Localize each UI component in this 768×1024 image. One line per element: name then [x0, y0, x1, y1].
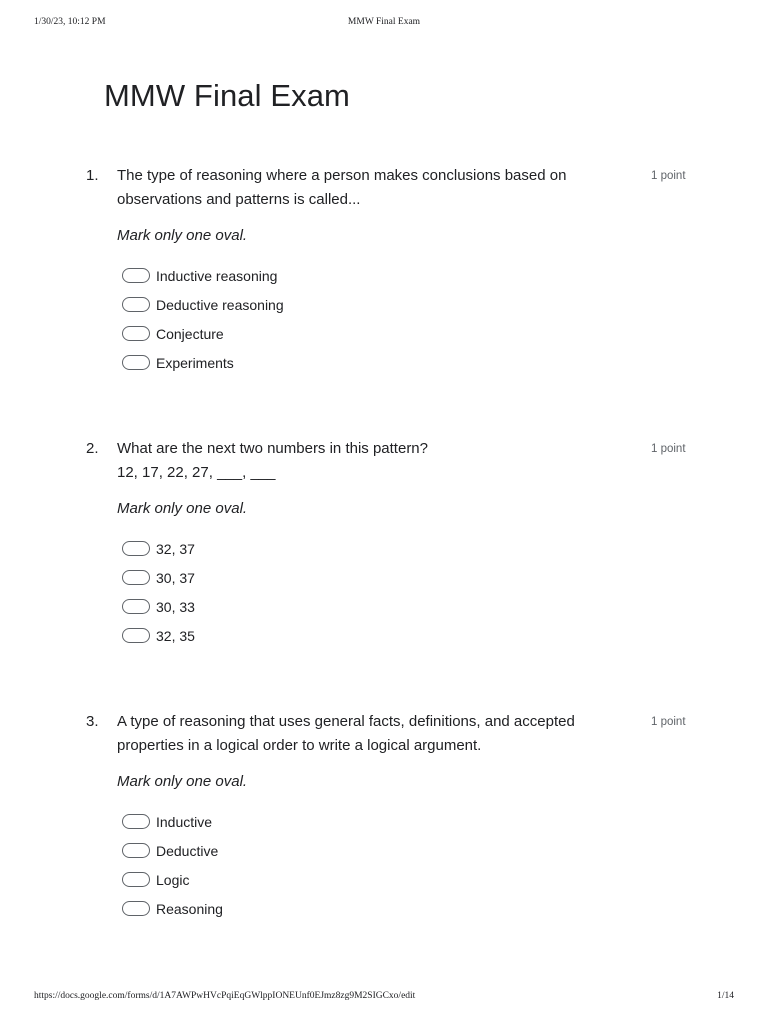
option-experiments[interactable] — [122, 348, 284, 377]
radio-oval-icon[interactable] — [122, 570, 150, 585]
question-instruction: Mark only one oval. — [117, 773, 248, 790]
print-datetime: 1/30/23, 10:12 PM — [34, 17, 106, 27]
option-label: Logic — [156, 871, 190, 888]
question-instruction: Mark only one oval. — [117, 500, 248, 517]
option-reasoning[interactable] — [122, 894, 223, 923]
print-page-number: 1/14 — [717, 991, 734, 1001]
print-doc-title: MMW Final Exam — [347, 17, 421, 27]
question-number: 2. — [86, 440, 99, 457]
option-label: Deductive — [156, 842, 219, 859]
option-30-37[interactable] — [122, 563, 195, 592]
question-number: 1. — [86, 167, 99, 184]
question-points: 1 point — [651, 170, 686, 182]
question-number: 3. — [86, 713, 99, 730]
option-label: 30, 33 — [156, 598, 195, 615]
option-label: Deductive reasoning — [156, 296, 284, 313]
option-32-35[interactable] — [122, 621, 195, 650]
option-label: Inductive — [156, 813, 213, 830]
option-conjecture[interactable] — [122, 319, 284, 348]
radio-oval-icon[interactable] — [122, 326, 150, 341]
radio-oval-icon[interactable] — [122, 843, 150, 858]
radio-oval-icon[interactable] — [122, 628, 150, 643]
option-32-37[interactable] — [122, 534, 195, 563]
question-points: 1 point — [651, 443, 686, 455]
radio-oval-icon[interactable] — [122, 355, 150, 370]
radio-oval-icon[interactable] — [122, 872, 150, 887]
print-header — [34, 17, 734, 31]
option-label: Experiments — [156, 354, 234, 371]
option-list — [122, 261, 284, 377]
option-deductive-reasoning[interactable] — [122, 290, 284, 319]
radio-oval-icon[interactable] — [122, 599, 150, 614]
form-title: MMW Final Exam — [104, 78, 350, 113]
question-instruction: Mark only one oval. — [117, 227, 248, 244]
option-label: Inductive reasoning — [156, 267, 278, 284]
question-text: A type of reasoning that uses general facts, definitions, and accepted properties in a logical order to write a logical argument. — [117, 713, 575, 754]
option-inductive[interactable] — [122, 807, 223, 836]
question-text: What are the next two numbers in this pattern? 12, 17, 22, 27, ___, ___ — [117, 440, 428, 481]
option-label: Conjecture — [156, 325, 224, 342]
option-30-33[interactable] — [122, 592, 195, 621]
option-inductive-reasoning[interactable] — [122, 261, 284, 290]
radio-oval-icon[interactable] — [122, 541, 150, 556]
option-label: 32, 35 — [156, 627, 195, 644]
radio-oval-icon[interactable] — [122, 901, 150, 916]
option-logic[interactable] — [122, 865, 223, 894]
option-list — [122, 807, 223, 923]
option-label: 30, 37 — [156, 569, 195, 586]
option-deductive[interactable] — [122, 836, 223, 865]
radio-oval-icon[interactable] — [122, 268, 150, 283]
option-label: 32, 37 — [156, 540, 195, 557]
question-text: The type of reasoning where a person makes conclusions based on observations and patterns is called... — [117, 167, 567, 208]
option-list — [122, 534, 195, 650]
radio-oval-icon[interactable] — [122, 297, 150, 312]
question-points: 1 point — [651, 716, 686, 728]
print-footer — [34, 991, 734, 1005]
option-label: Reasoning — [156, 900, 223, 917]
print-url: https://docs.google.com/forms/d/1A7AWPwHVcPqiEqGWlppIONEUnf0EJmz8zg9M2SIGCxo/edit — [34, 991, 416, 1001]
radio-oval-icon[interactable] — [122, 814, 150, 829]
